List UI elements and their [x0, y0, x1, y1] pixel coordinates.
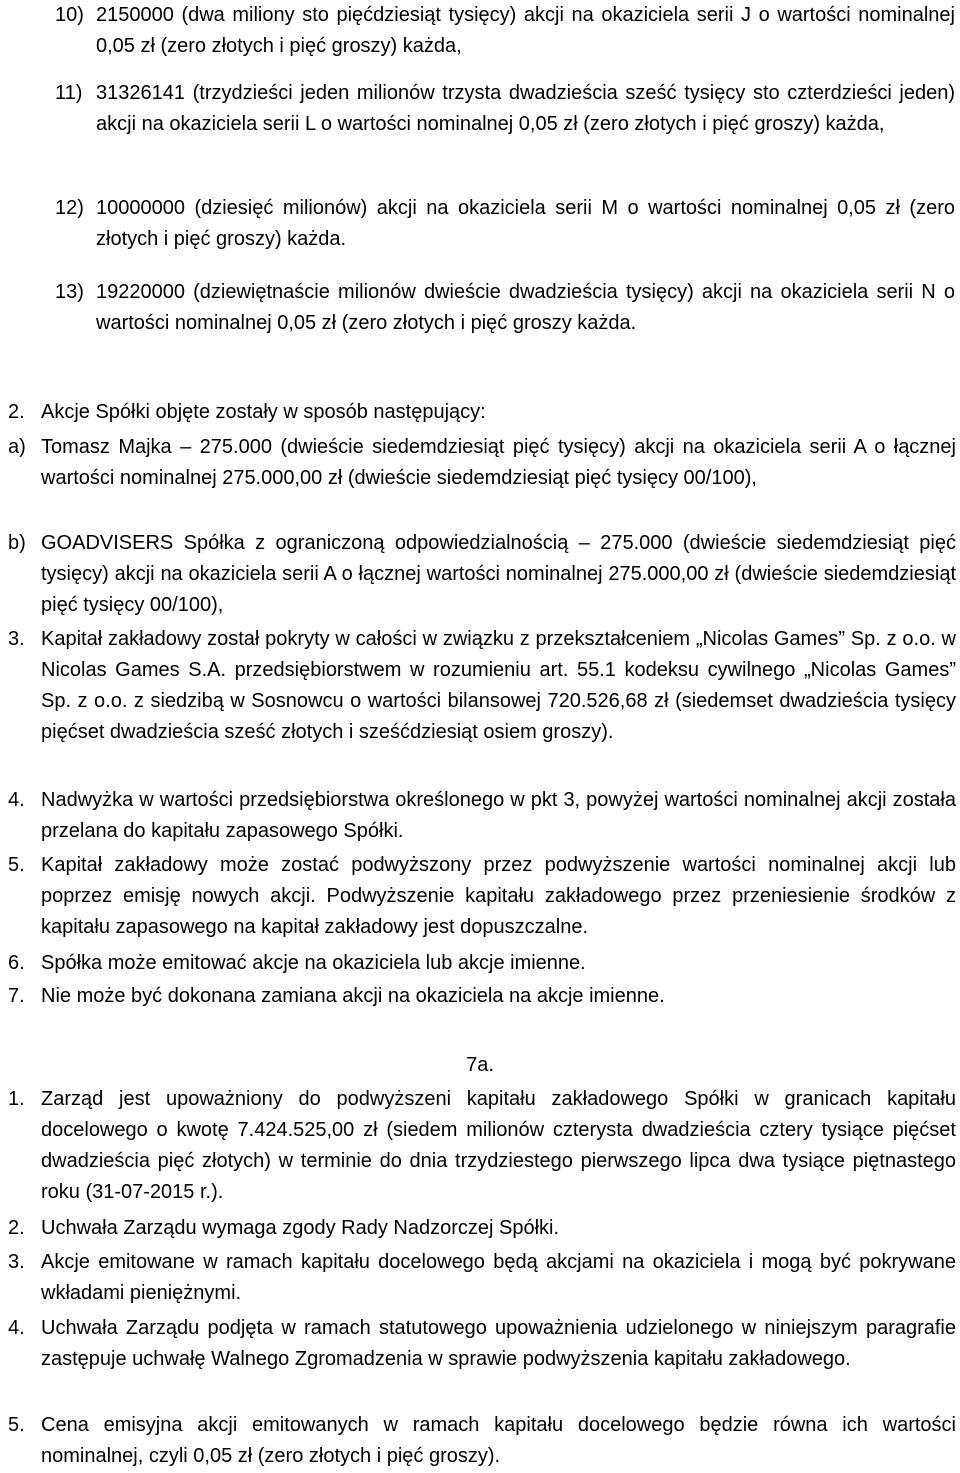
item-number: a)	[8, 436, 26, 458]
section-heading: 7a.	[466, 1054, 494, 1076]
item-number: 11)	[55, 82, 83, 104]
item-number: 10)	[55, 4, 84, 26]
list-item	[55, 0, 955, 62]
item-text: Akcje Spółki objęte zostały w sposób następujący:	[41, 401, 486, 423]
item-number: b)	[8, 532, 26, 554]
shareholder-item	[0, 432, 960, 528]
item-text: 2150000 (dwa miliony sto pięćdziesiąt tysięcy) akcji na okaziciela serii J o wartości nominalnej 0,05 zł (zero złotych i pięć groszy) każda,	[96, 4, 955, 57]
item-text: Kapitał zakładowy może zostać podwyższony przez podwyższenie wartości nominalnej akcji lub poprzez emisję nowych akcji. Podwyższenie kapitału zakładowego przez przeniesienie środków z kapitału zapasowego na kapitał zakładowy jest dopuszczalne.	[41, 854, 956, 938]
item-number: 7.	[8, 985, 25, 1007]
list-item	[55, 78, 955, 140]
item-text: Cena emisyjna akcji emitowanych w ramach kapitału docelowego będzie równa ich wartości nominalnej, czyli 0,05 zł (zero złotych i pięć groszy).	[41, 1414, 956, 1467]
item-number: 12)	[55, 197, 84, 219]
item-number: 3.	[8, 628, 25, 650]
item-number: 2.	[8, 1217, 25, 1239]
item-number: 6.	[8, 952, 25, 974]
item-number: 4.	[8, 789, 25, 811]
shareholder-item	[0, 528, 960, 624]
item-text: Nadwyżka w wartości przedsiębiorstwa określonego w pkt 3, powyżej wartości nominalnej akcji została przelana do kapitału zapasowego Spółki.	[41, 789, 956, 842]
item-text: Nie może być dokonana zamiana akcji na okaziciela na akcje imienne.	[41, 985, 665, 1007]
item-text: GOADVISERS Spółka z ograniczoną odpowiedzialnością – 275.000 (dwieście siedemdziesiąt pięć tysięcy) akcji na okaziciela serii A o łącznej wartości nominalnej 275.000,00 zł (dwieście siedemdziesiąt pięć tysięcy 00/100),	[41, 532, 956, 616]
item-number: 13)	[55, 281, 84, 303]
item-text: Uchwała Zarządu podjęta w ramach statutowego upoważnienia udzielonego w niniejszym paragrafie zastępuje uchwałę Walnego Zgromadzenia w sprawie podwyższenia kapitału zakładowego.	[41, 1317, 956, 1370]
item-text: Akcje emitowane w ramach kapitału docelowego będą akcjami na okaziciela i mogą być pokrywane wkładami pieniężnymi.	[41, 1251, 956, 1304]
item-text: 31326141 (trzydzieści jeden milionów trzysta dwadzieścia sześć tysięcy sto czterdzieści jeden) akcji na okaziciela serii L o wartości nominalnej 0,05 zł (zero złotych i pięć groszy) każda,	[96, 82, 955, 135]
item-text: 19220000 (dziewiętnaście milionów dwieście dwadzieścia tysięcy) akcji na okaziciela serii N o wartości nominalnej 0,05 zł (zero złotych i pięć groszy każda.	[96, 281, 955, 334]
item-text: 10000000 (dziesięć milionów) akcji na okaziciela serii M o wartości nominalnej 0,05 zł (zero złotych i pięć groszy) każda.	[96, 197, 955, 250]
item-text: Spółka może emitować akcje na okaziciela lub akcje imienne.	[41, 952, 586, 974]
list-item	[55, 277, 955, 339]
item-text: Zarząd jest upoważniony do podwyższeni kapitału zakładowego Spółki w granicach kapitału docelowego o kwotę 7.424.525,00 zł (siedem milionów czterysta dwadzieścia cztery tysiące pięćset dwadzieścia pięć złotych) w terminie do dnia trzydziestego pierwszego lipca dwa tysiące piętnastego roku (31-07-2015 r.).	[41, 1088, 956, 1203]
item-text: Tomasz Majka – 275.000 (dwieście siedemdziesiąt pięć tysięcy) akcji na okaziciela serii A o łącznej wartości nominalnej 275.000,00 zł (dwieście siedemdziesiąt pięć tysięcy 00/100),	[41, 436, 956, 489]
item-number: 3.	[8, 1251, 25, 1273]
item-number: 2.	[8, 401, 25, 423]
item-text: Uchwała Zarządu wymaga zgody Rady Nadzorczej Spółki.	[41, 1217, 560, 1239]
list-item	[55, 193, 955, 255]
item-number: 5.	[8, 854, 25, 876]
item-number: 5.	[8, 1414, 25, 1436]
item-number: 1.	[8, 1088, 25, 1110]
item-number: 4.	[8, 1317, 25, 1339]
item-text: Kapitał zakładowy został pokryty w całości w związku z przekształceniem „Nicolas Games” Sp. z o.o. w Nicolas Games S.A. przedsiębiorstwem w rozumieniu art. 55.1 kodeksu cywilnego „Nicolas Games” Sp. z o.o. z siedzibą w Sosnowcu o wartości bilansowej 720.526,68 zł (siedemset dwadzieścia tysięcy pięćset dwadzieścia sześć złotych i sześćdziesiąt osiem groszy).	[41, 628, 956, 743]
